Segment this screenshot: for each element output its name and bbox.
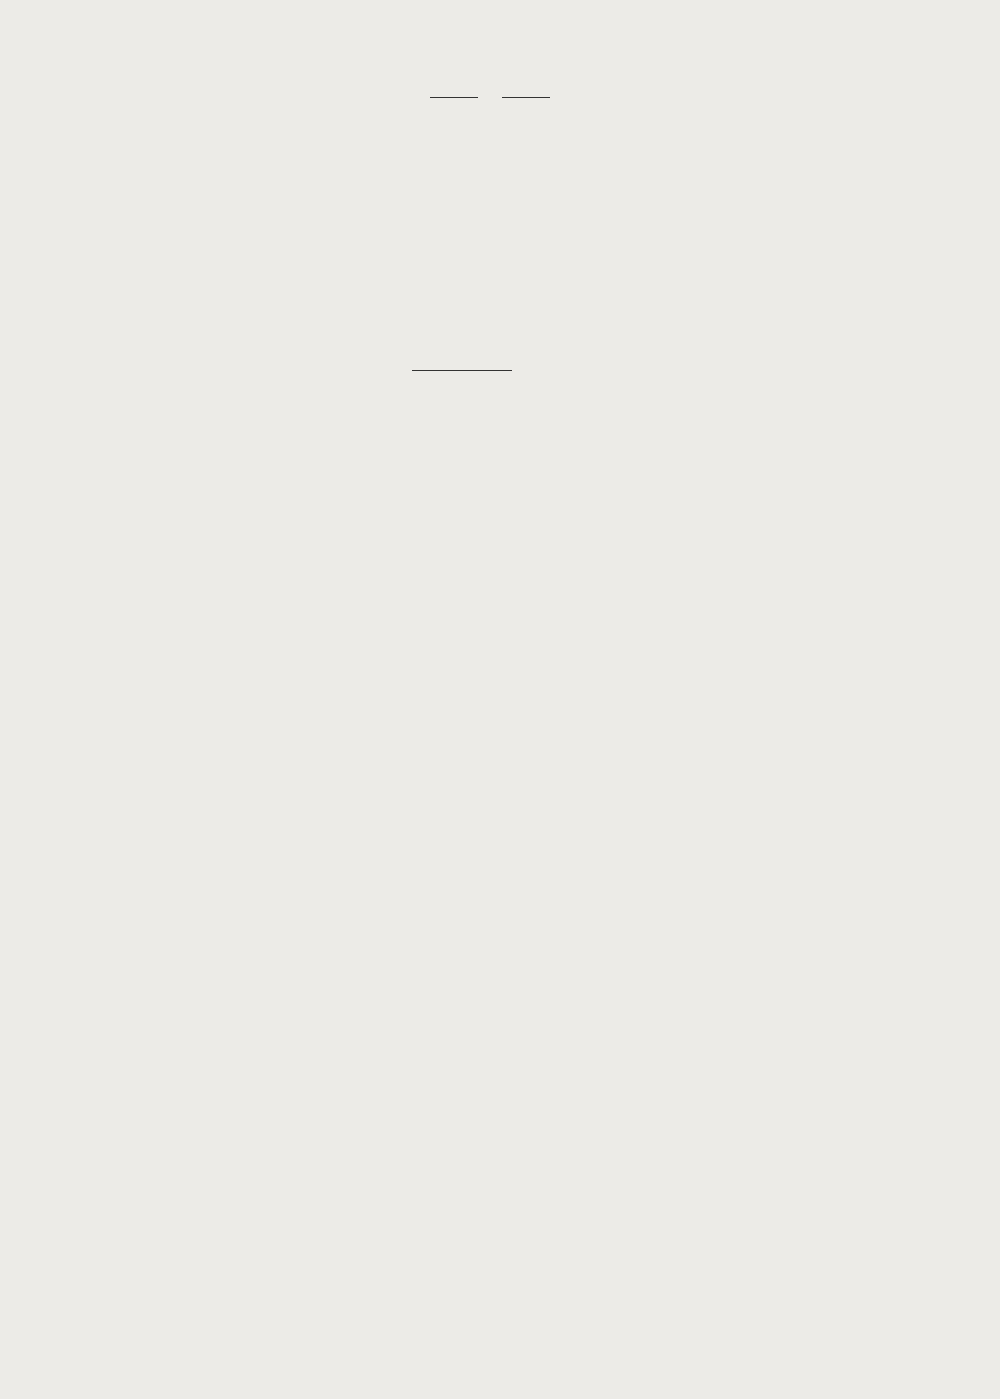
section-separator bbox=[412, 370, 512, 371]
page-number-dash-left bbox=[430, 97, 478, 98]
page-number bbox=[380, 84, 600, 108]
page-number-dash-right bbox=[502, 97, 550, 98]
